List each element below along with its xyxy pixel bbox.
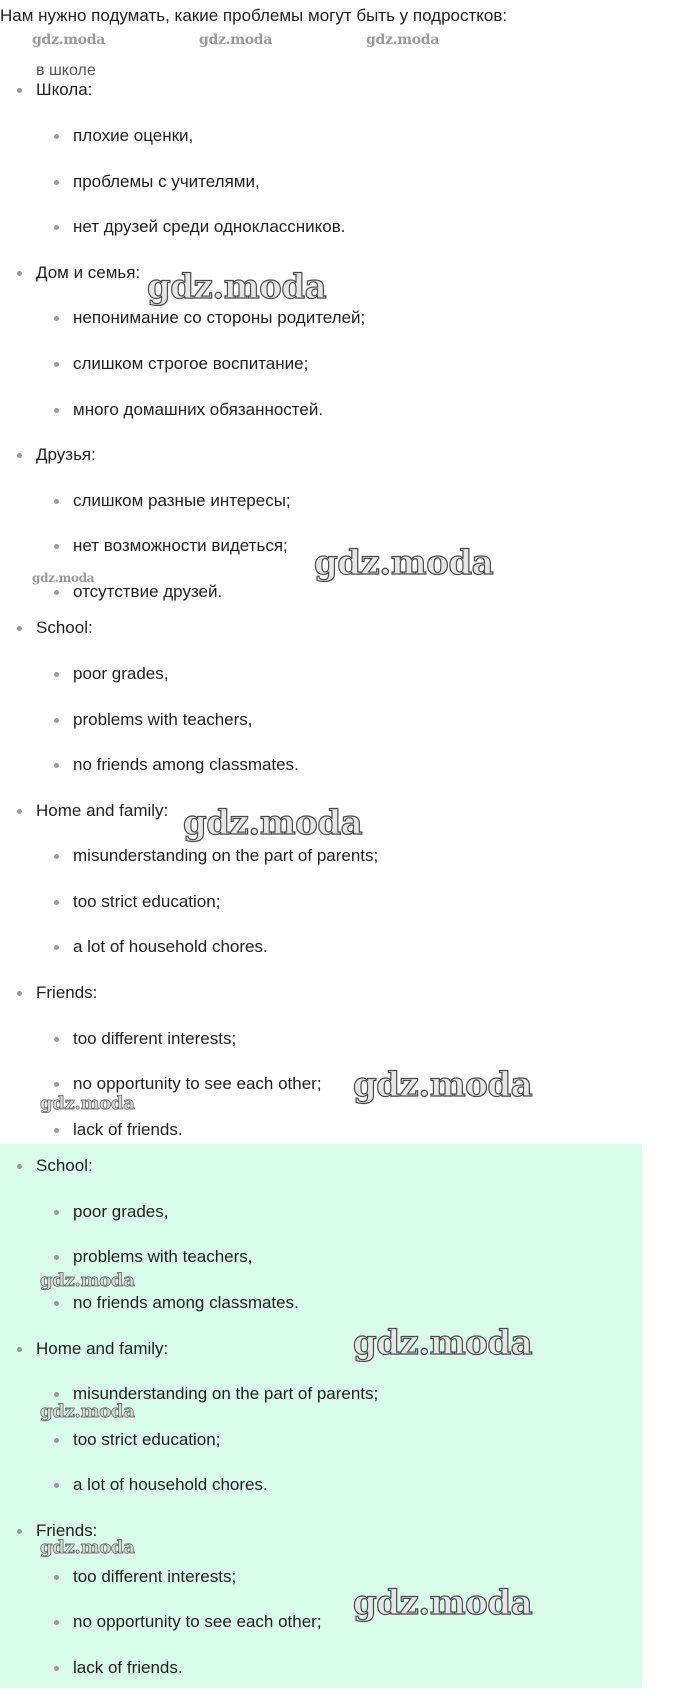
section-heading: Home and family: [36,1339,169,1358]
list-item: lack of friends. [73,1658,183,1677]
watermark-logo: gdz.moda [314,543,494,583]
watermark-logo: gdz.moda [32,571,95,585]
watermark-logo: gdz.moda [40,1270,135,1291]
watermark-logo: gdz.moda [40,1537,135,1558]
list-item: проблемы с учителями, [73,172,260,191]
list-item: no friends among classmates. [73,755,299,774]
list-item: плохие оценки, [73,126,194,145]
list-item: too strict education; [73,892,221,911]
section-heading: Школа: [36,80,93,99]
watermark-logo: gdz.moda [366,32,440,48]
list-item: нет друзей среди одноклассников. [73,217,346,236]
list-item: слишком разные интересы; [73,491,291,510]
section-heading: Дом и семья: [36,263,141,282]
list-item: misunderstanding on the part of parents; [73,846,379,865]
list-item: lack of friends. [73,1120,183,1139]
list-item: a lot of household chores. [73,1475,268,1494]
list-item: misunderstanding on the part of parents; [73,1384,379,1403]
list-item: too different interests; [73,1567,237,1586]
section-heading: School: [36,618,93,637]
list-item: много домашних обязанностей. [73,400,324,419]
list-item: no opportunity to see each other; [73,1074,322,1093]
watermark-logo: gdz.moda [353,1323,533,1363]
clipped-text: в школе [36,62,96,79]
section-heading: Friends: [36,1521,98,1540]
list-item: poor grades, [73,1202,169,1221]
section-heading: School: [36,1156,93,1175]
list-item: too strict education; [73,1430,221,1449]
intro-text: Нам нужно подумать, какие проблемы могут быть у подростков: [0,6,508,25]
watermark-logo: gdz.moda [199,32,273,48]
list-item: отсутствие друзей. [73,582,223,601]
list-item: problems with teachers, [73,1247,253,1266]
list-item: нет возможности видеться; [73,536,288,555]
watermark-logo: gdz.moda [32,32,106,48]
watermark-logo: gdz.moda [183,803,363,843]
list-item: no friends among classmates. [73,1293,299,1312]
list-item: poor grades, [73,664,169,683]
watermark-logo: gdz.moda [40,1093,135,1114]
list-item: problems with teachers, [73,710,253,729]
watermark-logo: gdz.moda [147,267,327,307]
list-item: no opportunity to see each other; [73,1612,322,1631]
section-heading: Home and family: [36,801,169,820]
list-item: a lot of household chores. [73,937,268,956]
list-item: слишком строгое воспитание; [73,354,309,373]
watermark-logo: gdz.moda [353,1065,533,1105]
section-heading: Друзья: [36,445,96,464]
list-item: непонимание со стороны родителей; [73,308,366,327]
watermark-logo: gdz.moda [40,1401,135,1422]
section-heading: Friends: [36,983,98,1002]
watermark-logo: gdz.moda [353,1583,533,1623]
list-item: too different interests; [73,1029,237,1048]
